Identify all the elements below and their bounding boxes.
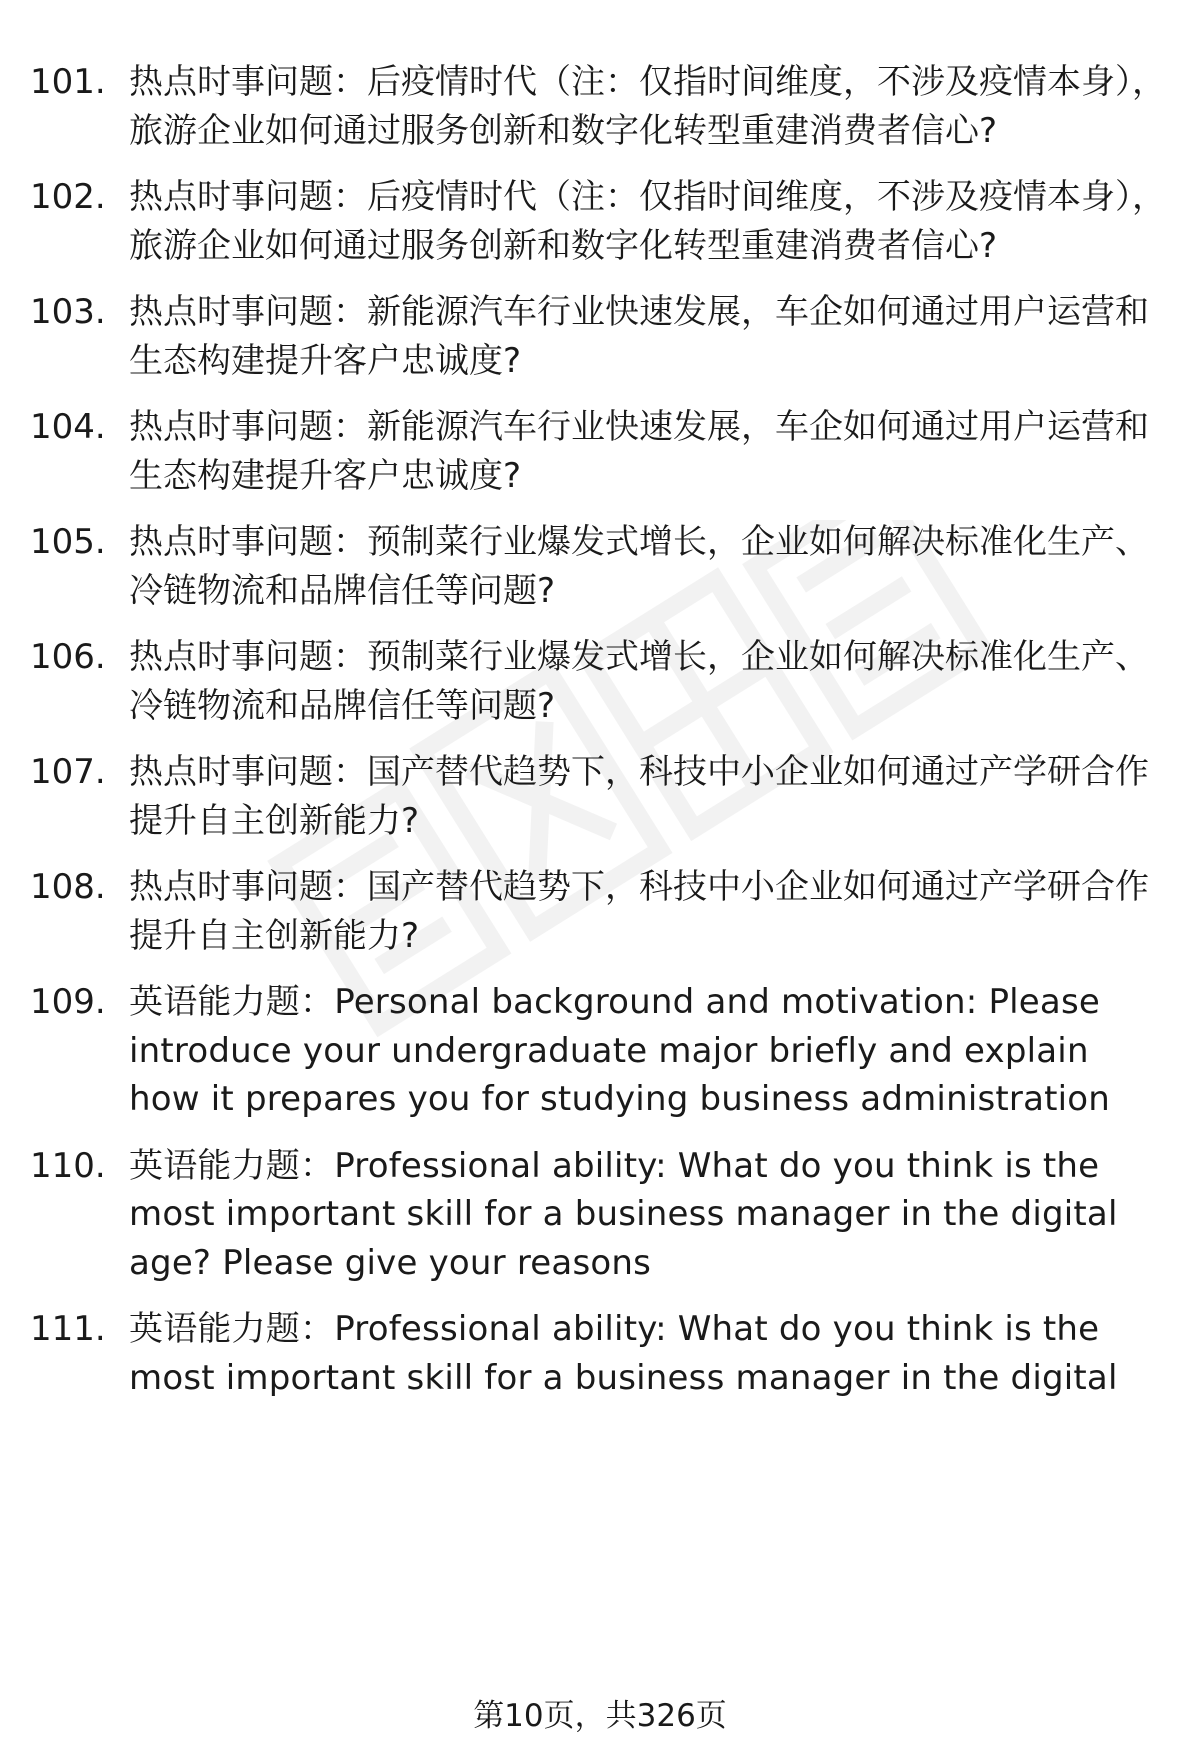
question-number: 105. xyxy=(30,522,106,562)
question-number: 108. xyxy=(30,867,106,907)
question-item xyxy=(30,403,1170,500)
question-item xyxy=(30,863,1170,960)
question-number: 110. xyxy=(30,1145,106,1186)
question-item xyxy=(30,978,1170,1124)
question-text: 热点时事问题：国产替代趋势下，科技中小企业如何通过产学研合作提升自主创新能力? xyxy=(129,867,1149,956)
question-number: 104. xyxy=(30,407,106,447)
question-number: 107. xyxy=(30,752,106,792)
question-item xyxy=(30,518,1170,615)
question-number: 103. xyxy=(30,292,106,332)
question-list xyxy=(30,58,1170,1402)
question-text: 英语能力题：Personal background and motivation: Please introduce your undergraduate major briefly and explain how it prepares you for studying business administration xyxy=(129,982,1111,1119)
question-number: 102. xyxy=(30,177,106,217)
question-item xyxy=(30,1305,1170,1402)
question-number: 106. xyxy=(30,637,106,677)
question-text: 热点时事问题：国产替代趋势下，科技中小企业如何通过产学研合作提升自主创新能力? xyxy=(129,752,1149,841)
question-text: 热点时事问题：后疫情时代（注：仅指时间维度，不涉及疫情本身），旅游企业如何通过服务创新和数字化转型重建消费者信心? xyxy=(129,62,1166,151)
question-text: 热点时事问题：后疫情时代（注：仅指时间维度，不涉及疫情本身），旅游企业如何通过服务创新和数字化转型重建消费者信心? xyxy=(129,177,1166,266)
question-text: 热点时事问题：预制菜行业爆发式增长，企业如何解决标准化生产、冷链物流和品牌信任等问题? xyxy=(129,637,1149,726)
question-text: 热点时事问题：新能源汽车行业快速发展，车企如何通过用户运营和生态构建提升客户忠诚度? xyxy=(129,292,1149,381)
question-item xyxy=(30,633,1170,730)
question-item xyxy=(30,1142,1170,1288)
question-item xyxy=(30,58,1170,155)
question-text: 英语能力题：Professional ability: What do you think is the most important skill for a business manager in the digital age? Please give your reasons xyxy=(129,1145,1118,1283)
question-text: 热点时事问题：新能源汽车行业快速发展，车企如何通过用户运营和生态构建提升客户忠诚度? xyxy=(129,407,1149,496)
question-number: 111. xyxy=(30,1309,106,1349)
question-number: 109. xyxy=(30,982,106,1022)
page-footer: 第10页，共326页 xyxy=(473,1698,727,1734)
question-text: 热点时事问题：预制菜行业爆发式增长，企业如何解决标准化生产、冷链物流和品牌信任等问题? xyxy=(129,522,1149,611)
question-text: 英语能力题：Professional ability: What do you think is the most important skill for a business manager in the digital xyxy=(129,1309,1118,1398)
question-item xyxy=(30,748,1170,845)
question-item xyxy=(30,288,1170,385)
question-item xyxy=(30,173,1170,270)
question-number: 101. xyxy=(30,62,106,102)
